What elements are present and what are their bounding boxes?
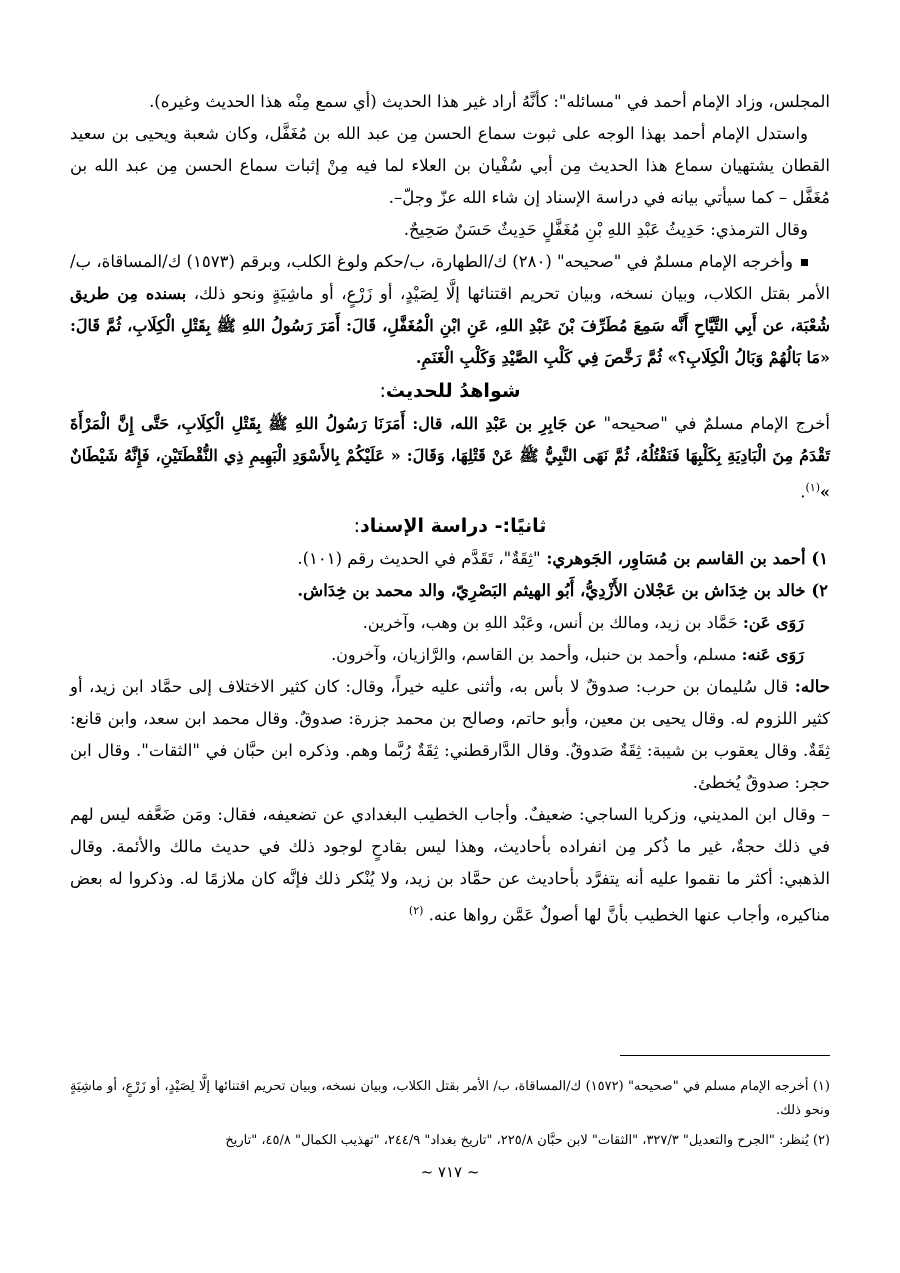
- haluhu-paragraph: [70, 671, 830, 799]
- hadith-text-2: عن جَابِرِ بن عَبْدِ الله، قال: أَمَرَنَا رَسُولُ اللهِ ﷺ بِقَتْلِ الْكِلَابِ، حَتَّى إِنَّ الْمَرْأَةَ تَقْدَمُ مِنَ الْبَادِيَةِ بِكَلْبِهَا فَنَقْتُلُهُ، ثُمَّ نَهَى النَّبِيُّ ﷺ عَنْ قَتْلِهَا، وَقَالَ: « عَلَيْكُمْ بِالأَسْوَدِ الْبَهِيمِ ذِي النُّقْطَتَيْنِ، فَإِنَّهُ شَيْطَانٌ »: [70, 414, 830, 502]
- page-number: ~ ٧١٧ ~: [420, 1163, 480, 1181]
- narrator-1: [70, 543, 830, 575]
- footnote-ref-1: (١): [805, 481, 820, 494]
- shawahid-intro: أخرج الإمام مسلمٌ في "صحيحه": [596, 414, 830, 433]
- narrator-2: ٢) خالد بن خِدَاش بن عَجْلان الأَزْدِيُّ، أَبُو الهيثم البَصْرِيّ، والد محمد بن خِدَاش.: [297, 580, 828, 600]
- shawahid-heading-text: شواهدُ للحديث: [385, 380, 521, 402]
- rawa-anhu-label: رَوَى عَنه:: [741, 644, 804, 664]
- paragraph-2: واستدل الإمام أحمد بهذا الوجه على ثبوت سماع الحسن مِن عبد الله بن مُغَفَّل، وكان شعبة ويحيى بن سعيد القطان يشتهيان سماع هذا الحديث مِن أبي سُفْيان بن العلاء لما فيه مِنْ إثبات سماع الحسن مِن عبد الله بن مُغَفَّل – كما سيأتي بيانه في دراسة الإسناد إن شاء الله عزّ وجلّ–.: [70, 124, 830, 207]
- isnad-heading-rest: :- دراسة الإسناد: [360, 514, 511, 537]
- shawahid-paragraph: أخرج الإمام مسلمٌ في "صحيحه" عن جَابِرِ بن عَبْدِ الله، قال: أَمَرَنَا رَسُولُ اللهِ ﷺ بِقَتْلِ الْكِلَابِ، حَتَّى إِنَّ الْمَرْأَةَ تَقْدَمُ مِنَ الْبَادِيَةِ بِكَلْبِهَا فَنَقْتُلُهُ، ثُمَّ نَهَى النَّبِيُّ ﷺ عَنْ قَتْلِهَا، وَقَالَ: « عَلَيْكُمْ بِالأَسْوَدِ الْبَهِيمِ ذِي النُّقْطَتَيْنِ، فَإِنَّهُ شَيْطَانٌ »$^{(١)}$.: [70, 414, 830, 502]
- main-text: [70, 86, 830, 931]
- rawa-anhu-text: مسلم، وأحمد بن حنبل، وأحمد بن القاسم، والرَّازيان، وآخرون.: [331, 644, 742, 664]
- footnotes: [70, 1075, 830, 1159]
- paragraph-4-intro: وأخرجه الإمام مسلمٌ في "صحيحه" (٢٨٠) ك/الطهارة، ب/حكم ولوغ الكلب، وبرقم (١٥٧٣) ك/المساقاة، ب/ الأمر بقتل الكلاب، وبيان نسخه، وبيان تحريم اقتنائها إلَّا لِصَيْدٍ، أو زَرْعٍ، أو ماشِيَةٍ ونحو ذلك،: [70, 252, 830, 303]
- last-paragraph-text: – وقال ابن المديني، وزكريا الساجي: ضعيفٌ. وأجاب الخطيب البغدادي عن تضعيفه، فقال: ومَن ضَعَّفه ليس لهم في ذلك حجةٌ، غير ما ذُكر مِن انفراده بأحاديث، وهذا ليس بقادحٍ لوجود ذلك في حديث مالك والأئمة. وقال الذهبي: أكثر ما نقموا عليه أنه يتفرَّد بأحاديث عن حمَّاد بن زيد، ولا يُنْكر ذلك فإنَّه كان ملازمًا له. وذكروا له بعض مناكيره، وأجاب عنها الخطيب بأنَّ لها أصولٌ عَمَّن رواها عنه.: [70, 804, 830, 924]
- footnote-ref-2: (٢): [408, 903, 424, 917]
- isnad-heading: [70, 509, 830, 543]
- shawahid-heading: [70, 374, 830, 408]
- rawa-anhu-line: [70, 639, 830, 671]
- isnad-heading-colon: :: [353, 514, 360, 537]
- rawa-an-line: [70, 607, 830, 639]
- paragraph-1: المجلس، وزاد الإمام أحمد في "مسائله": كأنَّهُ أراد غير هذا الحديث (أي سمع مِنْه هذا الحديث وغيره).: [149, 92, 830, 111]
- hadith-text-1: بسنده مِن طريق شُعْبَة، عن أَبِي التَّيَّاحِ أَنَّه سَمِعَ مُطَرِّفَ بْنَ عَبْدِ اللهِ، عَنِ ابْنِ الْمُغَفَّلِ، قَالَ: أَمَرَ رَسُولُ اللهِ ﷺ بِقَتْلِ الْكِلَابِ، ثُمَّ قَالَ: «مَا بَالُهُمْ وَبَالُ الْكِلَابِ؟» ثُمَّ رَخَّصَ فِي كَلْبِ الصَّيْدِ وَكَلْبِ الْغَنَمِ.: [70, 284, 831, 367]
- isnad-heading-text: ثانيًا: [510, 514, 547, 537]
- rawa-an-text: حَمَّاد بن زيد، ومالك بن أنس، وعَبْد اللهِ بن وهب، وآخرين.: [362, 612, 743, 632]
- rawa-an-label: رَوَى عَن:: [742, 612, 804, 632]
- footnote-1: (١) أخرجه الإمام مسلم في "صحيحه" (١٥٧٢) ك/المساقاة، ب/ الأمر بقتل الكلاب، وبيان نسخه، وبيان تحريم اقتنائها إلَّا لِصَيْدٍ، أو زَرْعٍ، أو ماشِيَةٍ ونحو ذلك.: [70, 1079, 830, 1118]
- haluhu-text: قال سُليمان بن حرب: صدوقٌ لا بأس به، وأثنى عليه خيراً، وقال: كان كثير الاختلاف إلى حمَّاد ابن زيد، أو كثير اللزوم له. وقال يحيى بن معين، وأبو حاتم، وصالح بن محمد جزرة: صدوقٌ. وقال محمد ابن سعد، وابن قانع: ثِقَةٌ. وقال يعقوب بن شيبة: ثِقَةٌ صَدوقٌ. وقال الدَّارقطني: ثِقَةٌ رُبَّما وهم. وذكره ابن حبَّان في "الثقات". وقال ابن حجر: صدوقٌ يُخطئ.: [70, 676, 830, 792]
- paragraph-4: [70, 246, 830, 374]
- shawahid-heading-colon: :: [379, 380, 386, 402]
- last-paragraph: [70, 799, 830, 932]
- paragraph-3: وقال الترمذي: حَدِيثُ عَبْدِ اللهِ بْنِ مُغَفَّلٍ حَدِيثٌ حَسَنٌ صَحِيحٌ.: [403, 220, 808, 239]
- haluhu-label: حاله:: [794, 676, 830, 696]
- narrator-1-status: "ثِقَةٌ"، تَقَدَّم في الحديث رقم (١٠١).: [297, 548, 541, 568]
- bullet-icon: [801, 259, 808, 266]
- narrator-1-name: ١) أحمد بن القاسم بن مُسَاوِر، الجَوهري:: [540, 548, 828, 568]
- footnote-2: (٢) يُنظر: "الجرح والتعديل" ٣٢٧/٣، "الثقات" لابن حبَّان ٢٢٥/٨، "تاريخ بغداد" ٢٤٤/٩، "تهذيب الكمال" ٤٥/٨، "تاريخ: [225, 1133, 830, 1148]
- footnote-divider: [620, 1055, 830, 1056]
